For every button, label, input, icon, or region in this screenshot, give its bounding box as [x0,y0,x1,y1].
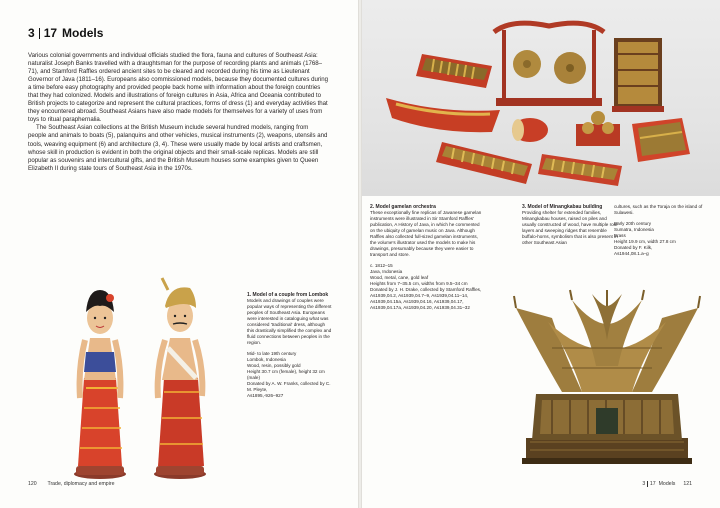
heading-title: Models [62,26,104,40]
caption-figure-2 [370,204,482,311]
caption-2-meta: c. 1812–15 Java, Indonesia Wood, metal, cane, gold leaf Heights from 7–35.5 cm, widths from 9.5–34 cm Donated by J. H. Drake, collected by Stamford Raffles, As1939,04.2, As1939,04.7–9, As1939,04.11–14, As1939,04.15a, As1939,04.16, As1939,04.17, As1939,04.17a, As1939,04.20, As1939,04.31–32 [370,263,482,310]
figure-minangkabau-building [512,288,702,476]
caption-2-text: These exceptionally fine replicas of Javanese gamelan instruments were illustrated in Sir Stamford Raffles' publication, A History of Java, in which he commented on the ubiquity of gamelan music on Java. Although Raffles also collected full-sized gamelan instruments, the volume's illustrator used the models to make his drawings, presumably because they were easier to transport and store. [370,210,482,257]
figure-lombok-couple [40,268,240,480]
footer-left [28,481,114,487]
caption-3-text: Providing shelter for extended families, Minangkabau houses, raised on piles and usually constructed of wood, have multiple roof layers and sweeping ridges that resemble buffalo-horns, symbolism that is also present in other Southeast Asian [522,210,618,245]
caption-3-title: 3. Model of Minangkabau building [522,204,603,210]
xylophone-1 [416,54,492,88]
footer-number: 3 [642,481,646,487]
gong-stand [494,23,604,106]
page-heading [28,26,103,40]
heading-number: 3 [28,26,35,40]
footer-chapter: 17 [649,481,656,487]
drum [512,118,548,142]
footer-divider [647,481,648,487]
caption-figure-1 [247,292,333,399]
boat-instrument [386,98,500,132]
building-model [514,290,700,464]
caption-figure-3 [522,204,620,246]
figure-gamelan-orchestra [382,14,702,190]
caption-figure-3-continued [614,204,704,257]
caption-3-meta: Early 20th century Sumatra, Indonesia Brass Height 19.9 cm, width 27.8 cm Donated by F. Kilk, As1944,08.1.a–g [614,221,676,256]
section-title: Trade, diplomacy and empire [47,481,115,487]
footer-right [642,481,692,487]
xylophone-3 [538,154,622,186]
caption-2-title: 2. Model gamelan orchestra [370,204,436,210]
body-text [28,52,328,173]
caption-meta: Mid- to late 19th century Lombok, Indonesia Wood, resin, possibly gold Height 30.7 cm (female), height 32 cm (male) Donated by A. W. Franks, collected by C. M. Pleyte, As1895,-926–927 [247,351,331,398]
gong-frame-right [632,118,690,162]
caption-title: 1. Model of a couple from Lombok [247,292,329,298]
ornate-frame [612,38,664,112]
caption-text: Models and drawings of couples were popular ways of representing the different peoples of Southeast Asia. Europeans were interested in cataloguing what was considered 'traditional' dress, although this drastically simplified the complex and fluid connections between peoples in the region. [247,298,332,345]
bonang [576,111,620,146]
paragraph-2: The Southeast Asian collections at the British Museum include several hundred models, ranging from people and animals to boats (5), palanquins and other vehicles, musical instruments (2), weapons, utensils and tools, weaving equipment (6) and architecture (3, 4). These were usually made by local artists and craftsmen, whose skill in production is evident in both the original objects and their small-scale replicas. Models are still popular as souvenirs and intercultural gifts, and the British Museum houses some examples given to Queen Elizabeth II during state tours of Southeast Asia in the 1970s. [28,124,328,172]
left-page [0,0,358,508]
female-figure [74,290,126,479]
right-page [362,0,720,508]
heading-divider [39,28,40,39]
heading-chapter: 17 [43,26,58,40]
xylophone-2 [436,142,532,184]
male-figure [154,278,206,479]
page-number-right: 121 [683,481,692,487]
footer-title: Models [658,481,676,487]
page-number: 120 [28,481,37,487]
paragraph-1: Various colonial governments and individual officials studied the flora, fauna and cultures of Southeast Asia: naturalist Joseph Banks travelled with a draughtsman for the purpose of recording plants and animals (1768–71), and Stamford Raffles ordered ancient sites to be cleared and recorded during his time as Lieutenant Governor of Java (1811–16). Europeans also commissioned models, because they documented cultures during a time before easy photography and provided people back home with information about the foreign countries that they had colonized. Models and illustrations of foreign cultures in Asia, Africa and Oceania contributed to British projects to categorize and represent the cultural practices, forms of dress (1) and everyday activities that they encountered abroad. Southeast Asians have also made models for themselves for a variety of uses from toys to ritual paraphernalia. [28,52,329,124]
caption-3-text-cont: cultures, such as the Toraja on the island of Sulawesi. [614,204,703,215]
